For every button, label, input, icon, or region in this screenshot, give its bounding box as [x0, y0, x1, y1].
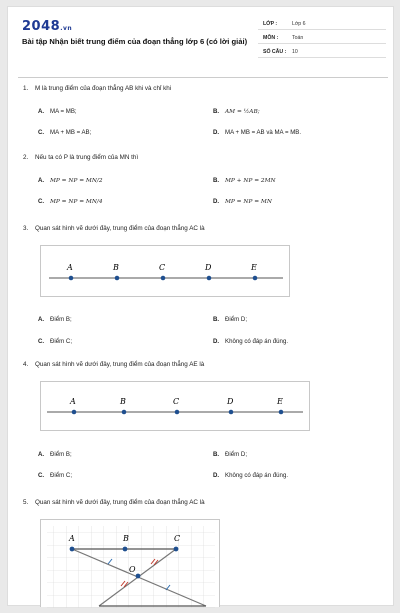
point-c	[161, 276, 166, 281]
question-2-text	[23, 154, 138, 161]
label-b: B	[123, 534, 129, 543]
question-stem: M là trung điểm của đoạn thẳng AB khi và chỉ khi	[35, 85, 172, 92]
question-number: 3.	[23, 225, 29, 232]
option-letter: D.	[213, 129, 220, 136]
label-d: D	[205, 263, 212, 272]
option-letter: D.	[213, 338, 220, 345]
point-c	[175, 410, 180, 415]
logo-text: 2048	[22, 19, 61, 34]
meta-key: MÔN :	[263, 35, 279, 41]
q3-number-line	[41, 246, 289, 296]
worksheet-page	[7, 6, 394, 606]
q3-figure	[40, 245, 290, 297]
q4-option-a[interactable]	[38, 451, 72, 458]
q5-figure	[40, 519, 220, 607]
question-4-text	[23, 361, 204, 368]
meta-value: Toán	[292, 35, 304, 41]
page-title: Bài tập Nhận biết trung điểm của đoạn thẳng lớp 6 (có lời giải)	[22, 37, 248, 46]
q3-option-d[interactable]	[213, 338, 288, 345]
meta-key: LỚP :	[263, 21, 278, 27]
label-c: C	[174, 534, 181, 543]
point-e	[253, 276, 258, 281]
label-c: C	[173, 397, 180, 406]
question-number: 5.	[23, 499, 29, 506]
option-letter: B.	[213, 108, 220, 115]
point-a	[72, 410, 77, 415]
q2-option-c[interactable]	[38, 198, 103, 205]
option-letter: A.	[38, 177, 45, 184]
option-text: Điểm C;	[50, 338, 73, 345]
option-text: Điểm C;	[50, 472, 73, 479]
point-c	[174, 547, 179, 552]
option-letter: B.	[213, 177, 220, 184]
q4-figure	[40, 381, 310, 431]
q3-option-c[interactable]	[38, 338, 72, 345]
q5-grid-figure	[41, 520, 219, 608]
option-text: MP = NP = MN/4	[50, 199, 103, 205]
option-letter: A.	[38, 316, 45, 323]
point-o	[136, 574, 141, 579]
label-a: A	[70, 397, 76, 406]
question-number: 1.	[23, 85, 29, 92]
option-text: Điểm D;	[225, 316, 248, 323]
option-text: Điểm D;	[225, 451, 248, 458]
question-1-text	[23, 85, 171, 92]
option-letter: A.	[38, 108, 45, 115]
option-text: MP = NP = MN	[225, 199, 272, 205]
q2-option-b[interactable]	[213, 177, 276, 184]
q1-option-a[interactable]	[38, 108, 77, 115]
option-text: Không có đáp án đúng.	[225, 338, 289, 345]
question-stem: Nếu ta có P là trung điểm của MN thì	[35, 154, 139, 161]
q1-option-d[interactable]	[213, 129, 301, 136]
option-text: Điểm B;	[50, 451, 72, 458]
label-a: A	[69, 534, 75, 543]
header-divider	[18, 77, 388, 78]
question-number: 4.	[23, 361, 29, 368]
point-e	[279, 410, 284, 415]
point-b	[115, 276, 120, 281]
q1-option-c[interactable]	[38, 129, 91, 136]
q4-option-b[interactable]	[213, 451, 247, 458]
question-5-text	[23, 499, 205, 506]
point-a	[69, 276, 74, 281]
q4-option-d[interactable]	[213, 472, 288, 479]
q1-option-b[interactable]	[213, 108, 260, 115]
point-d	[207, 276, 212, 281]
label-c: C	[159, 263, 166, 272]
label-e: E	[251, 263, 257, 272]
point-b	[123, 547, 128, 552]
q2-option-d[interactable]	[213, 198, 272, 205]
q3-option-a[interactable]	[38, 316, 72, 323]
option-letter: C.	[38, 338, 45, 345]
option-letter: C.	[38, 129, 45, 136]
option-text: AM = ½AB;	[225, 109, 260, 115]
option-letter: D.	[213, 198, 220, 205]
option-text: MP = NP = MN/2	[50, 178, 103, 184]
option-letter: B.	[213, 316, 220, 323]
question-stem: Quan sát hình vẽ dưới đây, trung điểm của đoạn thẳng AC là	[35, 225, 205, 232]
label-b: B	[113, 263, 119, 272]
label-o: O	[129, 565, 136, 574]
question-3-text	[23, 225, 205, 232]
option-text: MA + MB = AB và MA = MB.	[225, 129, 302, 136]
site-logo[interactable]	[22, 19, 72, 34]
option-text: MA = MB;	[50, 108, 77, 115]
label-a: A	[67, 263, 73, 272]
meta-count-row	[258, 47, 386, 58]
point-a	[70, 547, 75, 552]
meta-class-row	[258, 19, 386, 30]
point-b	[122, 410, 127, 415]
label-e: E	[277, 397, 283, 406]
label-b: B	[120, 397, 126, 406]
meta-value: 10	[292, 49, 298, 55]
question-stem: Quan sát hình vẽ dưới đây, trung điểm của đoạn thẳng AE là	[35, 361, 205, 368]
question-stem: Quan sát hình vẽ dưới đây, trung điểm của đoạn thẳng AC là	[35, 499, 205, 506]
option-text: Điểm B;	[50, 316, 72, 323]
point-d	[229, 410, 234, 415]
q3-option-b[interactable]	[213, 316, 247, 323]
logo-suffix: .vn	[60, 25, 73, 32]
option-letter: B.	[213, 451, 220, 458]
option-text: Không có đáp án đúng.	[225, 472, 289, 479]
meta-value: Lớp 6	[292, 21, 306, 27]
meta-key: SỐ CÂU :	[263, 49, 287, 55]
option-letter: C.	[38, 198, 45, 205]
q4-number-line	[41, 382, 309, 430]
q4-option-c[interactable]	[38, 472, 72, 479]
q2-option-a[interactable]	[38, 177, 103, 184]
meta-subject-row	[258, 33, 386, 44]
option-letter: A.	[38, 451, 45, 458]
option-text: MP + NP = 2MN	[225, 178, 276, 184]
option-letter: D.	[213, 472, 220, 479]
option-text: MA + MB = AB;	[50, 129, 92, 136]
label-d: D	[227, 397, 234, 406]
option-letter: C.	[38, 472, 45, 479]
question-number: 2.	[23, 154, 29, 161]
